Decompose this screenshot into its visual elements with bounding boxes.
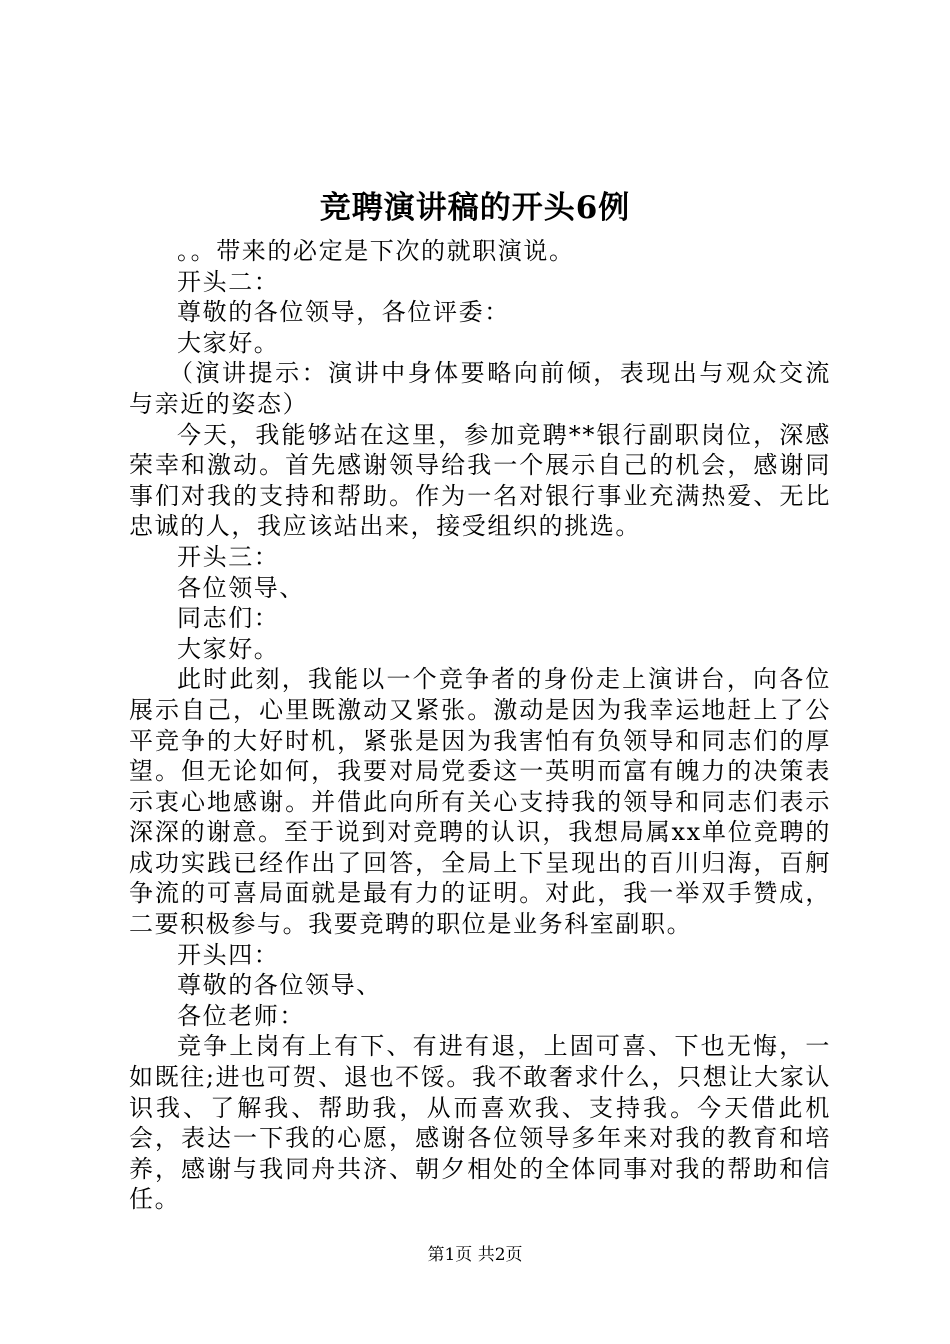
greeting: 大家好。 — [177, 634, 280, 663]
document-body — [129, 236, 831, 1215]
salutation: 尊敬的各位领导，各位评委： — [177, 298, 510, 327]
document-title: 竞聘演讲稿的开头6例 — [319, 190, 631, 226]
paragraph: 此时此刻，我能以一个竞争者的身份走上演讲台，向各位展示自己，心里既激动又紧张。激动是因为我幸运地赶上了公平竞争的大好时机，紧张是因为我害怕有负领导和同志们的厚望。但无论如何，我要对局党委这一英明而富有魄力的决策表示衷心地感谢。并借此向所有关心支持我的领导和同志们表示深深的谢意。至于说到对竞聘的认识，我想局属xx单位竞聘的成功实践已经作出了回答，全局上下呈现出的百川归海，百舸争流的可喜局面就是最有力的证明。对此，我一举双手赞成，二要积极参与。我要竞聘的职位是业务科室副职。 — [129, 665, 831, 939]
salutation: 尊敬的各位领导、 — [177, 971, 382, 1000]
speech-tip: （演讲提示：演讲中身体要略向前倾，表现出与观众交流与亲近的姿态） — [129, 359, 831, 418]
salutation: 各位领导、 — [177, 573, 305, 602]
section-heading: 开头三： — [177, 542, 280, 571]
paragraph: 。。带来的必定是下次的就职演说。 — [177, 237, 575, 265]
paragraph: 竞争上岗有上有下、有进有退，上固可喜、下也无悔，一如既往;进也可贺、退也不馁。我不敢奢求什么，只想让大家认识我、了解我、帮助我，从而喜欢我、支持我。今天借此机会，表达一下我的心愿，感谢各位领导多年来对我的教育和培养，感谢与我同舟共济、朝夕相处的全体同事对我的帮助和信任。 — [129, 1032, 831, 1214]
paragraph: 今天，我能够站在这里，参加竞聘**银行副职岗位，深感荣幸和激动。首先感谢领导给我一个展示自己的机会，感谢同事们对我的支持和帮助。作为一名对银行事业充满热爱、无比忠诚的人，我应该站出来，接受组织的挑选。 — [129, 420, 831, 541]
page-footer: 第1页 共2页 — [427, 1245, 523, 1265]
section-heading: 开头四： — [177, 940, 280, 969]
salutation: 各位老师： — [177, 1001, 305, 1030]
section-heading: 开头二： — [177, 267, 280, 296]
salutation: 同志们： — [177, 604, 280, 633]
greeting: 大家好。 — [177, 328, 280, 357]
